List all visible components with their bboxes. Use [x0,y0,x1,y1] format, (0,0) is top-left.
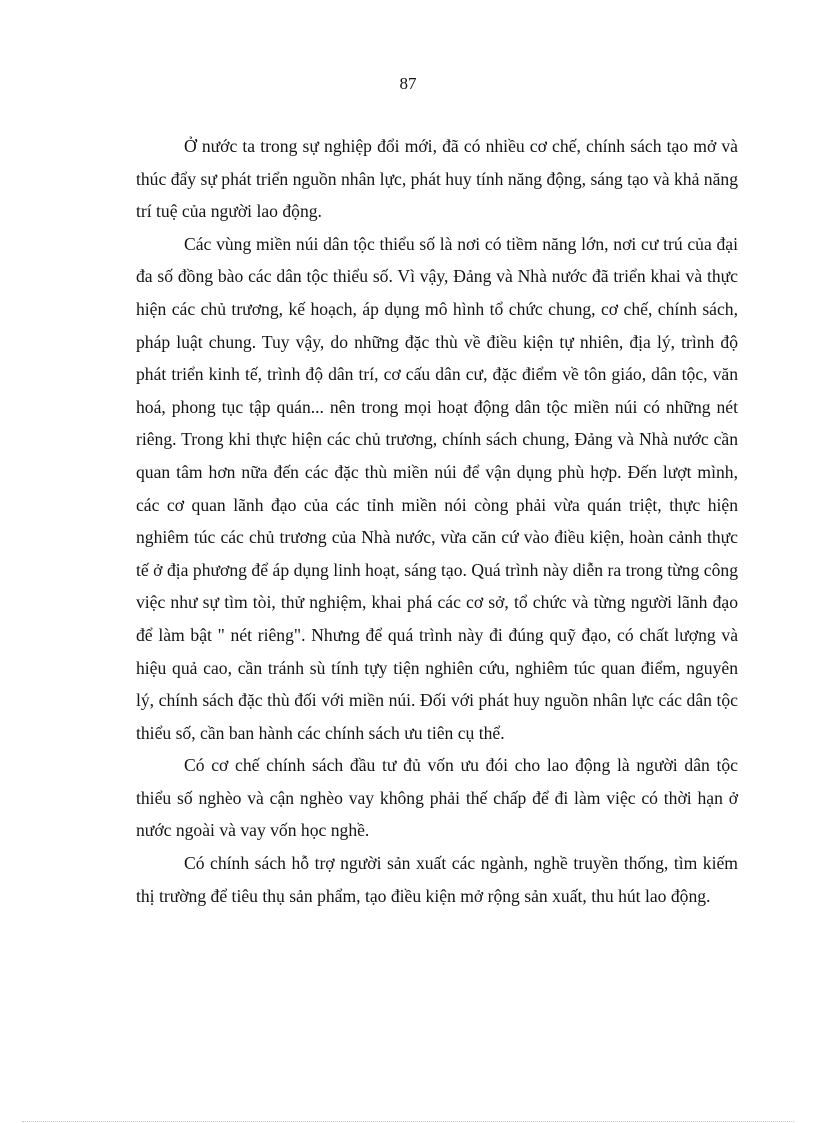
page-number: 87 [399,74,417,93]
page-bottom-divider [22,1121,794,1122]
paragraph-2: Các vùng miền núi dân tộc thiểu số là nơi có tiềm năng lớn, nơi cư trú của đại đa số đồng bào các dân tộc thiểu số. Vì vậy, Đảng và Nhà nước đã triển khai và thực hiện các chủ trương, kế hoạch, áp dụng mô hình tổ chức chung, cơ chế, chính sách, pháp luật chung. Tuy vậy, do những đặc thù về điều kiện tự nhiên, địa lý, trình độ phát triển kinh tế, trình độ dân trí, cơ cấu dân cư, đặc điểm về tôn giáo, dân tộc, văn hoá, phong tục tập quán... nên trong mọi hoạt động dân tộc miền núi có những nét riêng. Trong khi thực hiện các chủ trương, chính sách chung, Đảng và Nhà nước cần quan tâm hơn nữa đến các đặc thù miền núi để vận dụng phù hợp. Đến lượt mình, các cơ quan lãnh đạo của các tỉnh miền nói còng phải vừa quán triệt, thực hiện nghiêm túc các chủ trương của Nhà nước, vừa căn cứ vào điều kiện, hoàn cảnh thực tế ở địa phương để áp dụng linh hoạt, sáng tạo. Quá trình này diễn ra trong từng công việc như sự tìm tòi, thử nghiệm, khai phá các cơ sở, tổ chức và từng người lãnh đạo để làm bật " nét riêng". Nhưng để quá trình này đi đúng quỹ đạo, có chất lượng và hiệu quả cao, cần tránh sù tính tựy tiện nghiên cứu, nghiêm túc quan điểm, nguyên lý, chính sách đặc thù đối với miền núi. Đối với phát huy nguồn nhân lực các dân tộc thiểu số, cần ban hành các chính sách ưu tiên cụ thể. [136,233,738,743]
paragraph-4: Có chính sách hỗ trợ người sản xuất các ngành, nghề truyền thống, tìm kiếm thị trường để tiêu thụ sản phẩm, tạo điều kiện mở rộng sản xuất, thu hút lao động. [136,853,738,906]
paragraph-1: Ở nước ta trong sự nghiệp đổi mới, đã có nhiều cơ chế, chính sách tạo mở và thúc đẩy sự phát triển nguồn nhân lực, phát huy tính năng động, sáng tạo và khả năng trí tuệ của người lao động. [136,136,738,222]
paragraph-3: Có cơ chế chính sách đầu tư đủ vốn ưu đói cho lao động là người dân tộc thiểu số nghèo và cận nghèo vay không phải thế chấp để đi làm việc có thời hạn ở nước ngoài và vay vốn học nghề. [136,755,738,841]
document-body [136,130,738,912]
